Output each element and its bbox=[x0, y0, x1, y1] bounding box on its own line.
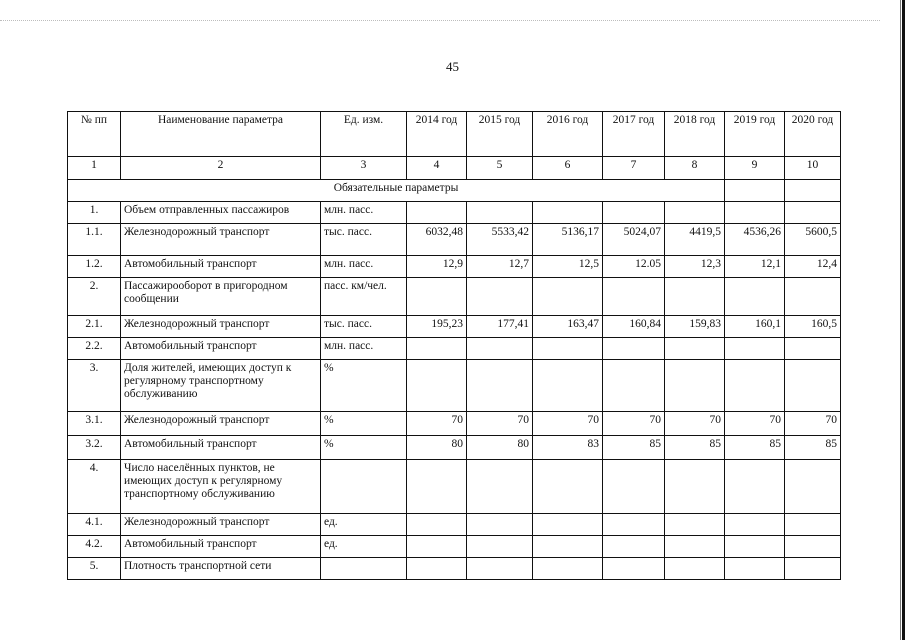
header-cell: № пп bbox=[68, 112, 121, 157]
value-cell: 5600,5 bbox=[785, 224, 841, 256]
value-cell bbox=[665, 360, 725, 412]
value-cell: 85 bbox=[725, 436, 785, 460]
row-number: 2. bbox=[68, 278, 121, 316]
parameter-name: Железнодорожный транспорт bbox=[121, 514, 321, 536]
value-cell bbox=[603, 278, 665, 316]
value-cell bbox=[785, 558, 841, 580]
value-cell bbox=[603, 536, 665, 558]
value-cell: 83 bbox=[533, 436, 603, 460]
table-row bbox=[68, 256, 841, 278]
parameter-name: Автомобильный транспорт bbox=[121, 256, 321, 278]
unit-cell: % bbox=[321, 436, 407, 460]
parameter-name: Автомобильный транспорт bbox=[121, 436, 321, 460]
value-cell bbox=[665, 558, 725, 580]
value-cell bbox=[407, 558, 467, 580]
header-cell: 2014 год bbox=[407, 112, 467, 157]
value-cell: 85 bbox=[603, 436, 665, 460]
value-cell: 70 bbox=[665, 412, 725, 436]
column-number-cell: 4 bbox=[407, 157, 467, 180]
parameter-name: Железнодорожный транспорт bbox=[121, 412, 321, 436]
table-row bbox=[68, 360, 841, 412]
value-cell: 5136,17 bbox=[533, 224, 603, 256]
value-cell bbox=[725, 536, 785, 558]
row-number: 2.2. bbox=[68, 338, 121, 360]
value-cell: 5533,42 bbox=[467, 224, 533, 256]
value-cell bbox=[407, 202, 467, 224]
value-cell bbox=[603, 338, 665, 360]
page-number: 45 bbox=[446, 59, 459, 74]
row-number: 4.2. bbox=[68, 536, 121, 558]
row-number: 3.2. bbox=[68, 436, 121, 460]
value-cell bbox=[603, 558, 665, 580]
table-row bbox=[68, 514, 841, 536]
value-cell bbox=[407, 360, 467, 412]
table-row bbox=[68, 412, 841, 436]
parameter-name: Объем отправленных пассажиров bbox=[121, 202, 321, 224]
column-number-cell: 5 bbox=[467, 157, 533, 180]
value-cell bbox=[467, 338, 533, 360]
unit-cell bbox=[321, 558, 407, 580]
value-cell bbox=[725, 202, 785, 224]
row-number: 3. bbox=[68, 360, 121, 412]
value-cell bbox=[665, 202, 725, 224]
column-number-cell: 10 bbox=[785, 157, 841, 180]
value-cell: 160,1 bbox=[725, 316, 785, 338]
value-cell: 163,47 bbox=[533, 316, 603, 338]
unit-cell: млн. пасс. bbox=[321, 338, 407, 360]
value-cell bbox=[407, 278, 467, 316]
value-cell: 159,83 bbox=[665, 316, 725, 338]
table-row bbox=[68, 224, 841, 256]
value-cell bbox=[603, 202, 665, 224]
table-row bbox=[68, 558, 841, 580]
column-number-cell: 3 bbox=[321, 157, 407, 180]
value-cell bbox=[725, 460, 785, 514]
value-cell bbox=[467, 558, 533, 580]
value-cell bbox=[467, 536, 533, 558]
unit-cell bbox=[321, 460, 407, 514]
value-cell bbox=[533, 360, 603, 412]
parameter-name: Доля жителей, имеющих доступ к регулярному транспортному обслуживанию bbox=[121, 360, 321, 412]
value-cell: 12,9 bbox=[407, 256, 467, 278]
column-number-cell: 8 bbox=[665, 157, 725, 180]
table-row bbox=[68, 202, 841, 224]
header-cell: Ед. изм. bbox=[321, 112, 407, 157]
scan-page-edge-shadow bbox=[900, 0, 901, 640]
row-number: 4. bbox=[68, 460, 121, 514]
value-cell bbox=[407, 338, 467, 360]
value-cell: 70 bbox=[467, 412, 533, 436]
unit-cell: ед. bbox=[321, 514, 407, 536]
value-cell: 12,1 bbox=[725, 256, 785, 278]
parameter-name: Плотность транспортной сети bbox=[121, 558, 321, 580]
section-title: Обязательные параметры bbox=[68, 180, 725, 202]
value-cell: 80 bbox=[407, 436, 467, 460]
value-cell bbox=[533, 278, 603, 316]
value-cell bbox=[467, 514, 533, 536]
table-row bbox=[68, 338, 841, 360]
value-cell bbox=[785, 360, 841, 412]
value-cell bbox=[533, 460, 603, 514]
value-cell bbox=[407, 536, 467, 558]
table-header-row bbox=[68, 112, 841, 157]
value-cell: 12,5 bbox=[533, 256, 603, 278]
table-row bbox=[68, 316, 841, 338]
value-cell: 4419,5 bbox=[665, 224, 725, 256]
value-cell: 6032,48 bbox=[407, 224, 467, 256]
table-row bbox=[68, 536, 841, 558]
value-cell bbox=[533, 338, 603, 360]
table-row bbox=[68, 436, 841, 460]
value-cell bbox=[467, 360, 533, 412]
value-cell bbox=[603, 360, 665, 412]
value-cell bbox=[725, 558, 785, 580]
value-cell bbox=[725, 360, 785, 412]
row-number: 2.1. bbox=[68, 316, 121, 338]
value-cell bbox=[467, 460, 533, 514]
value-cell bbox=[467, 202, 533, 224]
value-cell: 70 bbox=[407, 412, 467, 436]
column-number-cell: 6 bbox=[533, 157, 603, 180]
value-cell: 195,23 bbox=[407, 316, 467, 338]
unit-cell: ед. bbox=[321, 536, 407, 558]
value-cell: 70 bbox=[603, 412, 665, 436]
header-cell: Наименование параметра bbox=[121, 112, 321, 157]
unit-cell: % bbox=[321, 360, 407, 412]
value-cell bbox=[665, 338, 725, 360]
row-number: 3.1. bbox=[68, 412, 121, 436]
value-cell: 12.05 bbox=[603, 256, 665, 278]
value-cell bbox=[785, 460, 841, 514]
section-row bbox=[68, 180, 841, 202]
parameter-name: Железнодорожный транспорт bbox=[121, 316, 321, 338]
unit-cell: млн. пасс. bbox=[321, 256, 407, 278]
parameter-name: Пассажирооборот в пригородном сообщении bbox=[121, 278, 321, 316]
table-cell bbox=[785, 180, 841, 202]
header-cell: 2015 год bbox=[467, 112, 533, 157]
value-cell bbox=[603, 460, 665, 514]
value-cell: 85 bbox=[785, 436, 841, 460]
scan-dotted-line bbox=[0, 20, 880, 22]
value-cell bbox=[725, 514, 785, 536]
column-number-row bbox=[68, 157, 841, 180]
column-number-cell: 7 bbox=[603, 157, 665, 180]
table-row bbox=[68, 460, 841, 514]
header-cell: 2018 год bbox=[665, 112, 725, 157]
value-cell bbox=[603, 514, 665, 536]
value-cell bbox=[785, 338, 841, 360]
parameters-table bbox=[67, 111, 841, 580]
row-number: 1.1. bbox=[68, 224, 121, 256]
value-cell bbox=[725, 338, 785, 360]
row-number: 4.1. bbox=[68, 514, 121, 536]
unit-cell: пасс. км/чел. bbox=[321, 278, 407, 316]
header-cell: 2017 год bbox=[603, 112, 665, 157]
value-cell bbox=[785, 278, 841, 316]
value-cell bbox=[785, 514, 841, 536]
parameter-name: Автомобильный транспорт bbox=[121, 536, 321, 558]
row-number: 1.2. bbox=[68, 256, 121, 278]
value-cell bbox=[665, 536, 725, 558]
value-cell: 12,4 bbox=[785, 256, 841, 278]
value-cell bbox=[665, 278, 725, 316]
value-cell: 12,7 bbox=[467, 256, 533, 278]
value-cell bbox=[785, 536, 841, 558]
unit-cell: млн. пасс. bbox=[321, 202, 407, 224]
value-cell bbox=[665, 460, 725, 514]
value-cell: 177,41 bbox=[467, 316, 533, 338]
value-cell bbox=[533, 514, 603, 536]
value-cell: 160,5 bbox=[785, 316, 841, 338]
unit-cell: % bbox=[321, 412, 407, 436]
value-cell: 70 bbox=[785, 412, 841, 436]
value-cell bbox=[725, 278, 785, 316]
column-number-cell: 9 bbox=[725, 157, 785, 180]
value-cell: 85 bbox=[665, 436, 725, 460]
value-cell bbox=[407, 514, 467, 536]
parameter-name: Автомобильный транспорт bbox=[121, 338, 321, 360]
unit-cell: тыс. пасс. bbox=[321, 224, 407, 256]
value-cell bbox=[665, 514, 725, 536]
header-cell: 2020 год bbox=[785, 112, 841, 157]
value-cell bbox=[407, 460, 467, 514]
value-cell: 70 bbox=[533, 412, 603, 436]
value-cell: 5024,07 bbox=[603, 224, 665, 256]
value-cell: 80 bbox=[467, 436, 533, 460]
table-row bbox=[68, 278, 841, 316]
row-number: 1. bbox=[68, 202, 121, 224]
unit-cell: тыс. пасс. bbox=[321, 316, 407, 338]
column-number-cell: 1 bbox=[68, 157, 121, 180]
table-cell bbox=[725, 180, 785, 202]
value-cell bbox=[467, 278, 533, 316]
column-number-cell: 2 bbox=[121, 157, 321, 180]
value-cell bbox=[533, 202, 603, 224]
header-cell: 2019 год bbox=[725, 112, 785, 157]
value-cell: 4536,26 bbox=[725, 224, 785, 256]
value-cell: 70 bbox=[725, 412, 785, 436]
header-cell: 2016 год bbox=[533, 112, 603, 157]
row-number: 5. bbox=[68, 558, 121, 580]
value-cell: 12,3 bbox=[665, 256, 725, 278]
value-cell bbox=[533, 536, 603, 558]
value-cell: 160,84 bbox=[603, 316, 665, 338]
value-cell bbox=[785, 202, 841, 224]
value-cell bbox=[533, 558, 603, 580]
parameter-name: Число населённых пунктов, не имеющих доступ к регулярному транспортному обслуживанию bbox=[121, 460, 321, 514]
parameter-name: Железнодорожный транспорт bbox=[121, 224, 321, 256]
